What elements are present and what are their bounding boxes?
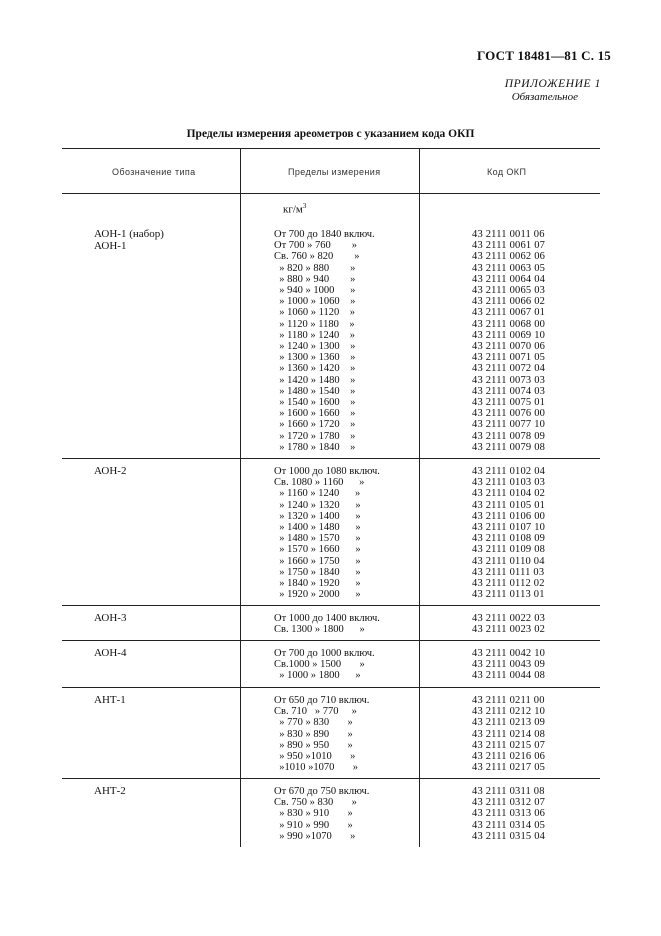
range-cell: » 950 »1010 » xyxy=(274,751,356,763)
code-cell: 43 2111 0068 00 xyxy=(472,318,546,330)
unit-row xyxy=(62,194,600,222)
type-label: АНТ-2 xyxy=(94,785,126,797)
range-cell: » 830 » 910 » xyxy=(274,808,353,820)
range-cell: » 1920 » 2000 » xyxy=(274,589,361,601)
table-header xyxy=(62,149,600,194)
column-header-ranges: Пределы измерения xyxy=(288,167,381,177)
group-row xyxy=(62,606,600,641)
type-designation xyxy=(94,695,126,707)
measurement-ranges xyxy=(274,786,369,842)
range-cell: » 1300 » 1360 » xyxy=(274,352,356,364)
code-cell: 43 2111 0215 07 xyxy=(472,739,546,751)
code-cell: 43 2111 0069 10 xyxy=(472,329,546,341)
okp-codes xyxy=(472,229,545,453)
code-cell: 43 2111 0077 10 xyxy=(472,419,546,431)
okp-codes xyxy=(472,613,545,635)
range-cell: Св.1000 » 1500 » xyxy=(274,659,365,671)
code-cell: 43 2111 0315 04 xyxy=(472,830,546,842)
measurement-ranges xyxy=(274,613,380,635)
code-cell: 43 2111 0072 04 xyxy=(472,363,546,375)
okp-codes xyxy=(472,466,545,600)
range-cell: » 940 » 1000 » xyxy=(274,285,356,297)
code-cell: 43 2111 0313 06 xyxy=(472,808,546,820)
code-cell: 43 2111 0105 01 xyxy=(472,499,546,511)
code-cell: 43 2111 0023 02 xyxy=(472,624,546,636)
code-cell: 43 2111 0217 05 xyxy=(472,762,546,774)
code-cell: 43 2111 0107 10 xyxy=(472,522,546,534)
page-header: ГОСТ 18481—81 С. 15 xyxy=(477,48,611,63)
range-cell: От 700 до 1840 включ. xyxy=(274,229,375,240)
range-cell: От 1000 до 1080 включ. xyxy=(274,466,380,477)
table-title: Пределы измерения ареометров с указанием кода ОКП xyxy=(186,128,475,140)
unit-label: $кг/м^3$ xyxy=(283,202,307,216)
code-cell: 43 2111 0011 06 xyxy=(472,229,545,240)
range-cell: » 1660 » 1750 » xyxy=(274,555,361,567)
range-cell: Св. 750 » 830 » xyxy=(274,797,357,809)
range-cell: » 1750 » 1840 » xyxy=(274,566,361,578)
range-cell: » 910 » 990 » xyxy=(274,819,353,831)
type-designation xyxy=(94,786,126,798)
code-cell: 43 2111 0075 01 xyxy=(472,397,546,409)
range-cell: » 1840 » 1920 » xyxy=(274,578,361,590)
range-cell: От 700 до 1000 включ. xyxy=(274,648,375,659)
code-cell: 43 2111 0113 01 xyxy=(472,589,545,601)
range-cell: » 1480 » 1570 » xyxy=(274,533,361,545)
range-cell: » 1000 » 1800 » xyxy=(274,670,361,682)
code-cell: 43 2111 0104 02 xyxy=(472,488,546,500)
code-cell: 43 2111 0079 08 xyxy=(472,441,546,453)
code-cell: 43 2111 0314 05 xyxy=(472,819,546,831)
range-cell: »1010 »1070 » xyxy=(274,762,358,774)
range-cell: » 990 »1070 » xyxy=(274,830,356,842)
column-header-type: Обозначение типа xyxy=(112,167,196,177)
code-cell: 43 2111 0043 09 xyxy=(472,659,546,671)
code-cell: 43 2111 0076 00 xyxy=(472,408,546,420)
code-cell: 43 2111 0108 09 xyxy=(472,533,546,545)
code-cell: 43 2111 0064 04 xyxy=(472,273,546,285)
type-label: АОН-3 xyxy=(94,612,127,624)
ranges-table xyxy=(62,148,600,847)
range-cell: Св. 1080 » 1160 » xyxy=(274,477,365,489)
group-row xyxy=(62,688,600,779)
type-label: АОН-1 (набор) xyxy=(94,228,164,240)
code-cell: 43 2111 0062 06 xyxy=(472,251,546,263)
range-cell: » 1400 » 1480 » xyxy=(274,522,361,534)
okp-codes xyxy=(472,648,545,682)
appendix-label: ПРИЛОЖЕНИЕ 1 xyxy=(504,78,601,90)
code-cell: 43 2111 0067 01 xyxy=(472,307,546,319)
range-cell: » 1660 » 1720 » xyxy=(274,419,356,431)
table-body xyxy=(62,194,600,847)
code-cell: 43 2111 0216 06 xyxy=(472,751,546,763)
code-cell: 43 2111 0071 05 xyxy=(472,352,546,364)
code-cell: 43 2111 0042 10 xyxy=(472,648,546,659)
code-cell: 43 2111 0074 03 xyxy=(472,385,546,397)
code-cell: 43 2111 0214 08 xyxy=(472,728,546,740)
measurement-ranges xyxy=(274,695,369,773)
type-label: АНТ-1 xyxy=(94,694,126,706)
range-cell: Св. 760 » 820 » xyxy=(274,251,360,263)
range-cell: От 700 » 760 » xyxy=(274,240,358,252)
range-cell: » 1320 » 1400 » xyxy=(274,510,361,522)
range-cell: » 1000 » 1060 » xyxy=(274,296,356,308)
range-cell: Св. 1300 » 1800 » xyxy=(274,624,365,636)
code-cell: 43 2111 0213 09 xyxy=(472,717,546,729)
range-cell: » 1120 » 1180 » xyxy=(274,318,355,330)
type-designation xyxy=(94,648,126,660)
group-row xyxy=(62,459,600,606)
code-cell: 43 2111 0311 08 xyxy=(472,786,545,797)
measurement-ranges xyxy=(274,229,375,453)
range-cell: » 1240 » 1300 » xyxy=(274,341,356,353)
range-cell: Св. 710 » 770 » xyxy=(274,706,357,718)
code-cell: 43 2111 0078 09 xyxy=(472,430,546,442)
type-designation xyxy=(94,466,126,478)
code-cell: 43 2111 0110 04 xyxy=(472,555,545,567)
group-row xyxy=(62,779,600,847)
range-cell: » 1780 » 1840 » xyxy=(274,441,356,453)
code-cell: 43 2111 0111 03 xyxy=(472,566,545,578)
range-cell: » 820 » 880 » xyxy=(274,262,356,274)
range-cell: » 1570 » 1660 » xyxy=(274,544,361,556)
range-cell: » 1180 » 1240 » xyxy=(274,329,355,341)
code-cell: 43 2111 0106 00 xyxy=(472,510,546,522)
code-cell: 43 2111 0070 06 xyxy=(472,341,546,353)
mandatory-label: Обязательное xyxy=(511,91,578,103)
range-cell: » 1720 » 1780 » xyxy=(274,430,356,442)
type-designation xyxy=(94,229,164,252)
code-cell: 43 2111 0044 08 xyxy=(472,670,546,682)
range-cell: » 1360 » 1420 » xyxy=(274,363,356,375)
measurement-ranges xyxy=(274,466,380,600)
code-cell: 43 2111 0212 10 xyxy=(472,706,546,718)
code-cell: 43 2111 0073 03 xyxy=(472,374,546,386)
range-cell: » 1540 » 1600 » xyxy=(274,397,356,409)
range-cell: » 770 » 830 » xyxy=(274,717,353,729)
code-cell: 43 2111 0065 03 xyxy=(472,285,546,297)
code-cell: 43 2111 0061 07 xyxy=(472,240,546,252)
code-cell: 43 2111 0022 03 xyxy=(472,613,546,624)
okp-codes xyxy=(472,695,545,773)
code-cell: 43 2111 0211 00 xyxy=(472,695,545,706)
code-cell: 43 2111 0102 04 xyxy=(472,466,546,477)
range-cell: От 670 до 750 включ. xyxy=(274,786,370,797)
code-cell: 43 2111 0112 02 xyxy=(472,578,545,590)
type-label: АОН-2 xyxy=(94,465,127,477)
range-cell: От 1000 до 1400 включ. xyxy=(274,613,380,624)
code-cell: 43 2111 0109 08 xyxy=(472,544,546,556)
code-cell: 43 2111 0066 02 xyxy=(472,296,546,308)
range-cell: » 830 » 890 » xyxy=(274,728,353,740)
range-cell: » 1060 » 1120 » xyxy=(274,307,355,319)
range-cell: От 650 до 710 включ. xyxy=(274,695,370,706)
range-cell: » 1420 » 1480 » xyxy=(274,374,356,386)
range-cell: » 1160 » 1240 » xyxy=(274,488,361,500)
column-header-code: Код ОКП xyxy=(487,167,527,177)
type-label: АОН-1 xyxy=(94,239,127,252)
range-cell: » 1480 » 1540 » xyxy=(274,385,356,397)
code-cell: 43 2111 0103 03 xyxy=(472,477,546,489)
range-cell: » 1600 » 1660 » xyxy=(274,408,356,420)
group-row xyxy=(62,641,600,688)
range-cell: » 890 » 950 » xyxy=(274,739,353,751)
measurement-ranges xyxy=(274,648,375,682)
code-cell: 43 2111 0312 07 xyxy=(472,797,546,809)
code-cell: 43 2111 0063 05 xyxy=(472,262,546,274)
type-label: АОН-4 xyxy=(94,647,127,659)
type-designation xyxy=(94,613,126,625)
okp-codes xyxy=(472,786,545,842)
range-cell: » 880 » 940 » xyxy=(274,273,356,285)
range-cell: » 1240 » 1320 » xyxy=(274,499,361,511)
group-row xyxy=(62,222,600,459)
